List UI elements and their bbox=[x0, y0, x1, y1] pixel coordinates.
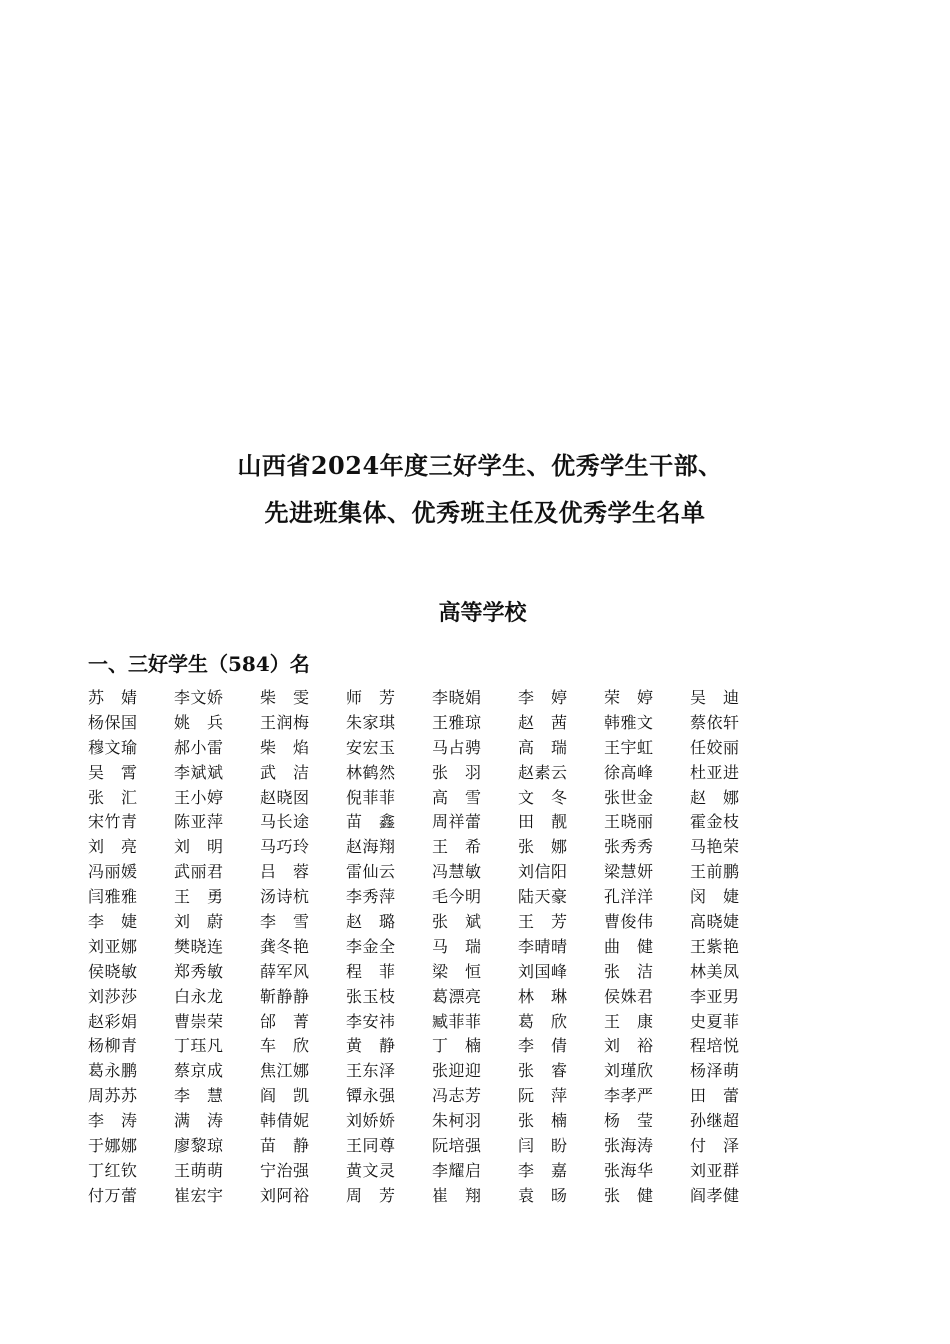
student-name: 张秀秀 bbox=[604, 837, 654, 857]
student-name: 李 雪 bbox=[260, 912, 310, 932]
student-name: 王雅琼 bbox=[432, 712, 482, 732]
student-name: 白永龙 bbox=[174, 986, 224, 1006]
student-name: 李金全 bbox=[346, 936, 396, 956]
student-name: 崔 翔 bbox=[432, 1185, 482, 1205]
student-name: 汤诗杭 bbox=[260, 887, 310, 907]
student-name: 张 楠 bbox=[518, 1111, 568, 1131]
student-name: 刘信阳 bbox=[518, 862, 568, 882]
student-name: 樊晓连 bbox=[174, 936, 224, 956]
student-name: 李安祎 bbox=[346, 1011, 396, 1031]
student-name: 赵 茜 bbox=[518, 712, 568, 732]
student-name: 王前鹏 bbox=[690, 862, 740, 882]
student-name: 王 希 bbox=[432, 837, 482, 857]
student-name: 林鹤然 bbox=[346, 762, 396, 782]
student-name: 田 蕾 bbox=[690, 1086, 740, 1106]
student-name: 张玉枝 bbox=[346, 986, 396, 1006]
student-name: 曲 健 bbox=[604, 936, 654, 956]
student-name: 孔洋洋 bbox=[604, 887, 654, 907]
student-name: 马艳荣 bbox=[690, 837, 740, 857]
document-title-line-1: 山西省2024年度三好学生、优秀学生干部、 bbox=[237, 451, 723, 480]
student-name: 李 婕 bbox=[88, 912, 138, 932]
student-name: 宁治强 bbox=[260, 1160, 310, 1180]
student-name: 王润梅 bbox=[260, 712, 310, 732]
student-name: 袁 旸 bbox=[518, 1185, 568, 1205]
student-name: 赵彩娟 bbox=[88, 1011, 138, 1031]
student-name: 蔡依轩 bbox=[690, 712, 740, 732]
student-name: 孙继超 bbox=[690, 1111, 740, 1131]
student-name: 杨泽萌 bbox=[690, 1061, 740, 1081]
student-name: 廖黎琼 bbox=[174, 1136, 224, 1156]
student-name: 周苏苏 bbox=[88, 1086, 138, 1106]
student-name: 崔宏宇 bbox=[174, 1185, 224, 1205]
student-name: 郝小雷 bbox=[174, 737, 224, 757]
student-name: 马长途 bbox=[260, 812, 310, 832]
student-name: 刘阿裕 bbox=[260, 1185, 310, 1205]
student-name: 梁慧妍 bbox=[604, 862, 654, 882]
student-name: 王 芳 bbox=[518, 912, 568, 932]
student-name: 侯姝君 bbox=[604, 986, 654, 1006]
student-name: 赵海翔 bbox=[346, 837, 396, 857]
student-name: 王同尊 bbox=[346, 1136, 396, 1156]
student-name: 高 瑞 bbox=[518, 737, 568, 757]
student-name: 朱柯羽 bbox=[432, 1111, 482, 1131]
student-name: 冯慧敏 bbox=[432, 862, 482, 882]
student-name: 刘莎莎 bbox=[88, 986, 138, 1006]
student-name: 周祥蕾 bbox=[432, 812, 482, 832]
student-name: 付 泽 bbox=[690, 1136, 740, 1156]
student-name: 黄 静 bbox=[346, 1036, 396, 1056]
student-name: 马占骋 bbox=[432, 737, 482, 757]
student-name: 王小婷 bbox=[174, 787, 224, 807]
student-name: 张海华 bbox=[604, 1160, 654, 1180]
student-name: 龚冬艳 bbox=[260, 936, 310, 956]
student-name: 师 芳 bbox=[346, 688, 396, 707]
student-name: 柴 焰 bbox=[260, 737, 310, 757]
student-name: 安宏玉 bbox=[346, 737, 396, 757]
student-name: 刘娇娇 bbox=[346, 1111, 396, 1131]
student-name: 高晓婕 bbox=[690, 912, 740, 932]
student-name: 丁 楠 bbox=[432, 1036, 482, 1056]
student-name: 苗 鑫 bbox=[346, 812, 396, 832]
student-name: 李 婷 bbox=[518, 688, 568, 707]
student-name: 韩雅文 bbox=[604, 712, 654, 732]
student-name: 霍金枝 bbox=[690, 812, 740, 832]
student-name: 曹崇荣 bbox=[174, 1011, 224, 1031]
student-name: 张世金 bbox=[604, 787, 654, 807]
student-name: 郑秀敏 bbox=[174, 961, 224, 981]
student-name: 史夏菲 bbox=[690, 1011, 740, 1031]
student-name: 王紫艳 bbox=[690, 936, 740, 956]
student-name: 张迎迎 bbox=[432, 1061, 482, 1081]
student-name: 葛永鹏 bbox=[88, 1061, 138, 1081]
student-name: 穆文瑜 bbox=[88, 737, 138, 757]
student-name: 杨柳青 bbox=[88, 1036, 138, 1056]
student-name: 李文娇 bbox=[174, 688, 224, 707]
student-name: 林 琳 bbox=[518, 986, 568, 1006]
student-name: 赵 娜 bbox=[690, 787, 740, 807]
student-name: 侯晓敏 bbox=[88, 961, 138, 981]
category-heading: 一、三好学生（584）名 bbox=[88, 652, 310, 676]
student-name: 臧菲菲 bbox=[432, 1011, 482, 1031]
student-name: 武丽君 bbox=[174, 862, 224, 882]
student-name: 李晴晴 bbox=[518, 936, 568, 956]
student-name: 吕 蓉 bbox=[260, 862, 310, 882]
student-name: 王宇虹 bbox=[604, 737, 654, 757]
student-name: 马巧玲 bbox=[260, 837, 310, 857]
student-name: 柴 雯 bbox=[260, 688, 310, 707]
student-name: 田 靓 bbox=[518, 812, 568, 832]
student-name: 赵素云 bbox=[518, 762, 568, 782]
names-list bbox=[88, 686, 776, 1209]
student-name: 马 瑞 bbox=[432, 936, 482, 956]
student-name: 陆天豪 bbox=[518, 887, 568, 907]
student-name: 程 菲 bbox=[346, 961, 396, 981]
student-name: 阎孝健 bbox=[690, 1185, 740, 1205]
student-name: 刘 蔚 bbox=[174, 912, 224, 932]
student-name: 刘瑾欣 bbox=[604, 1061, 654, 1081]
student-name: 焦江娜 bbox=[260, 1061, 310, 1081]
student-name: 闫 盼 bbox=[518, 1136, 568, 1156]
student-name: 李孝严 bbox=[604, 1086, 654, 1106]
student-name: 陈亚萍 bbox=[174, 812, 224, 832]
student-name: 李耀启 bbox=[432, 1160, 482, 1180]
student-name: 丁珏凡 bbox=[174, 1036, 224, 1056]
student-name: 李斌斌 bbox=[174, 762, 224, 782]
student-name: 李 倩 bbox=[518, 1036, 568, 1056]
student-name: 吴 霄 bbox=[88, 762, 138, 782]
student-name: 李秀萍 bbox=[346, 887, 396, 907]
student-name: 王 康 bbox=[604, 1011, 654, 1031]
document-title-line-2: 先进班集体、优秀班主任及优秀学生名单 bbox=[264, 498, 706, 527]
student-name: 镡永强 bbox=[346, 1086, 396, 1106]
student-name: 林美凤 bbox=[690, 961, 740, 981]
student-name: 葛漂亮 bbox=[432, 986, 482, 1006]
student-name: 任姣丽 bbox=[690, 737, 740, 757]
student-name: 李 涛 bbox=[88, 1111, 138, 1131]
student-name: 雷仙云 bbox=[346, 862, 396, 882]
student-name: 付万蕾 bbox=[88, 1185, 138, 1205]
student-name: 车 欣 bbox=[260, 1036, 310, 1056]
student-name: 王 勇 bbox=[174, 887, 224, 907]
student-name: 满 涛 bbox=[174, 1111, 224, 1131]
student-name: 张 健 bbox=[604, 1185, 654, 1205]
student-name: 张 洁 bbox=[604, 961, 654, 981]
student-name: 阎 凯 bbox=[260, 1086, 310, 1106]
student-name: 靳静静 bbox=[260, 986, 310, 1006]
student-name: 武 洁 bbox=[260, 762, 310, 782]
student-name: 文 冬 bbox=[518, 787, 568, 807]
section-heading: 高等学校 bbox=[438, 601, 527, 626]
student-name: 阮培强 bbox=[432, 1136, 482, 1156]
student-name: 刘 亮 bbox=[88, 837, 138, 857]
student-name: 薛军风 bbox=[260, 961, 310, 981]
student-name: 毛今明 bbox=[432, 887, 482, 907]
student-name: 冯志芳 bbox=[432, 1086, 482, 1106]
student-name: 吴 迪 bbox=[690, 688, 740, 707]
student-name: 刘国峰 bbox=[518, 961, 568, 981]
student-name: 刘亚群 bbox=[690, 1160, 740, 1180]
student-name: 于娜娜 bbox=[88, 1136, 138, 1156]
student-name: 张 汇 bbox=[88, 787, 138, 807]
student-name: 梁 恒 bbox=[432, 961, 482, 981]
student-name: 黄文灵 bbox=[346, 1160, 396, 1180]
student-name: 张 斌 bbox=[432, 912, 482, 932]
student-name: 李晓娟 bbox=[432, 688, 482, 707]
student-name: 程培悦 bbox=[690, 1036, 740, 1056]
student-name: 韩倩妮 bbox=[260, 1111, 310, 1131]
student-name: 徐高峰 bbox=[604, 762, 654, 782]
student-name: 荣 婷 bbox=[604, 688, 654, 707]
student-name: 张 羽 bbox=[432, 762, 482, 782]
student-name: 阮 萍 bbox=[518, 1086, 568, 1106]
student-name: 杨保国 bbox=[88, 712, 138, 732]
student-name: 曹俊伟 bbox=[604, 912, 654, 932]
student-name: 冯丽媛 bbox=[88, 862, 138, 882]
student-name: 李 慧 bbox=[174, 1086, 224, 1106]
student-name: 杜亚进 bbox=[690, 762, 740, 782]
student-name: 赵晓囡 bbox=[260, 787, 310, 807]
student-name: 邰 菁 bbox=[260, 1011, 310, 1031]
student-name: 李 嘉 bbox=[518, 1160, 568, 1180]
student-name: 王晓丽 bbox=[604, 812, 654, 832]
student-name: 赵 璐 bbox=[346, 912, 396, 932]
student-name: 闵 婕 bbox=[690, 887, 740, 907]
student-name: 李亚男 bbox=[690, 986, 740, 1006]
student-name: 周 芳 bbox=[346, 1185, 396, 1205]
student-name: 葛 欣 bbox=[518, 1011, 568, 1031]
student-name: 闫雅雅 bbox=[88, 887, 138, 907]
student-name: 朱家琪 bbox=[346, 712, 396, 732]
student-name: 张海涛 bbox=[604, 1136, 654, 1156]
student-name: 刘 裕 bbox=[604, 1036, 654, 1056]
student-name: 苏 婧 bbox=[88, 688, 138, 707]
student-name: 姚 兵 bbox=[174, 712, 224, 732]
student-name: 张 娜 bbox=[518, 837, 568, 857]
student-name: 刘 明 bbox=[174, 837, 224, 857]
student-name: 王萌萌 bbox=[174, 1160, 224, 1180]
student-name: 苗 静 bbox=[260, 1136, 310, 1156]
student-name: 杨 莹 bbox=[604, 1111, 654, 1131]
student-name: 蔡京成 bbox=[174, 1061, 224, 1081]
student-name: 高 雪 bbox=[432, 787, 482, 807]
student-name: 宋竹青 bbox=[88, 812, 138, 832]
student-name: 丁红钦 bbox=[88, 1160, 138, 1180]
student-name: 倪菲菲 bbox=[346, 787, 396, 807]
student-name: 张 睿 bbox=[518, 1061, 568, 1081]
student-name: 刘亚娜 bbox=[88, 936, 138, 956]
student-name: 王东泽 bbox=[346, 1061, 396, 1081]
